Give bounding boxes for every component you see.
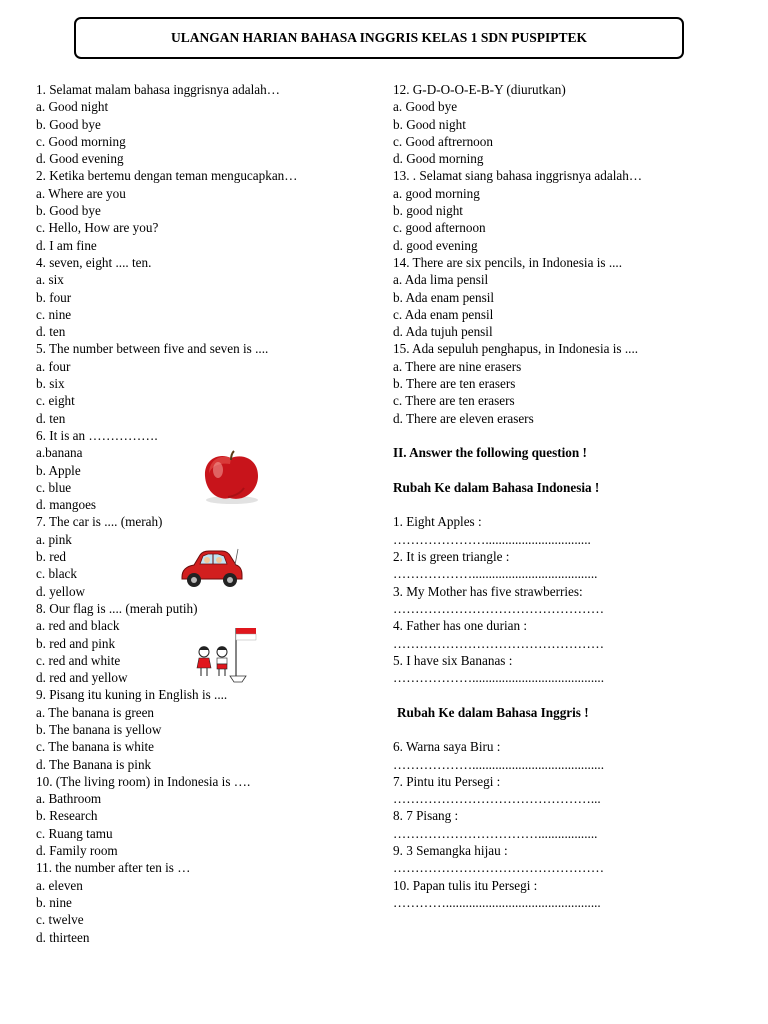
answer-option: d. Family room	[36, 843, 118, 859]
answer-option: d. red and yellow	[36, 670, 128, 686]
worksheet-title-text: ULANGAN HARIAN BAHASA INGGRIS KELAS 1 SDN PUSPIPTEK	[171, 30, 587, 45]
answer-option: d. Ada tujuh pensil	[393, 324, 493, 340]
answer-option: b. Ada enam pensil	[393, 289, 495, 305]
answer-option: d. mangoes	[36, 497, 97, 513]
answer-option: d. There are eleven erasers	[393, 410, 534, 426]
section-2-subheading-indonesia: Rubah Ke dalam Bahasa Indonesia !	[393, 479, 600, 495]
answer-blank-line: …………………………………………	[393, 860, 604, 876]
answer-option: c. Good aftrernoon	[393, 133, 493, 149]
answer-option: a. There are nine erasers	[393, 358, 522, 374]
answer-option: b. The banana is yellow	[36, 721, 162, 737]
answer-blank-line: …………………………………………	[393, 635, 604, 651]
answer-option: d. thirteen	[36, 929, 90, 945]
answer-option: b. red	[36, 549, 67, 565]
question-text: 5. The number between five and seven is ....	[36, 341, 269, 357]
answer-blank-line: ………………........................................	[393, 756, 604, 772]
answer-option: d. The Banana is pink	[36, 756, 152, 772]
answer-option: c. There are ten erasers	[393, 393, 515, 409]
answer-option: a. red and black	[36, 618, 120, 634]
answer-option: b. nine	[36, 894, 72, 910]
answer-option: d. ten	[36, 324, 66, 340]
answer-option: c. twelve	[36, 912, 84, 928]
question-text: 12. G-D-O-O-E-B-Y (diurutkan)	[393, 82, 566, 97]
answer-option: b. four	[36, 289, 72, 305]
translation-prompt: 9. 3 Semangka hijau :	[393, 843, 508, 859]
question-text: 1. Selamat malam bahasa inggrisnya adalah…	[36, 82, 280, 97]
answer-option: d. Good evening	[36, 151, 124, 167]
children-flag-image	[192, 626, 264, 684]
answer-option: a. six	[36, 272, 64, 288]
answer-option: c. eight	[36, 393, 75, 409]
answer-option: a. Good night	[36, 99, 109, 115]
question-text: 6. It is an …………….	[36, 427, 158, 443]
multiple-choice-section-right	[393, 81, 743, 427]
answer-option: d. I am fine	[36, 237, 97, 253]
answer-option: b. Research	[36, 808, 98, 824]
answer-option: a. Bathroom	[36, 791, 102, 807]
answer-option: c. Ada enam pensil	[393, 306, 494, 322]
question-text: 13. . Selamat siang bahasa inggrisnya adalah…	[393, 168, 643, 184]
answer-option: c. nine	[36, 306, 72, 322]
answer-option: b. Good bye	[36, 203, 101, 219]
question-text: 9. Pisang itu kuning in English is ....	[36, 687, 228, 703]
answer-option: a. Where are you	[36, 185, 126, 201]
answer-blank-line: ………………........................................	[393, 670, 604, 686]
section-2-heading: II. Answer the following question !	[393, 445, 587, 461]
answer-option: b. good night	[393, 203, 463, 219]
answer-option: b. Good night	[393, 116, 466, 132]
answer-option: d. good evening	[393, 237, 478, 253]
translation-prompt: 10. Papan tulis itu Persegi :	[393, 877, 538, 893]
answer-option: c. Good morning	[36, 133, 126, 149]
question-text: 8. Our flag is .... (merah putih)	[36, 600, 198, 616]
section-2-subheading-english: Rubah Ke dalam Bahasa Inggris !	[397, 704, 589, 720]
answer-option: a. Ada lima pensil	[393, 272, 489, 288]
apple-image	[200, 448, 262, 506]
translate-to-indonesian-list	[393, 513, 743, 686]
question-text: 11. the number after ten is …	[36, 860, 191, 876]
answer-option: b. There are ten erasers	[393, 376, 516, 392]
answer-blank-line: …………………………………………	[393, 600, 604, 616]
answer-option: a. four	[36, 358, 71, 374]
answer-option: b. red and pink	[36, 635, 116, 651]
answer-blank-line: …………………................................	[393, 531, 591, 547]
translation-prompt: 5. I have six Bananas :	[393, 652, 513, 668]
answer-blank-line: ………………......................................	[393, 566, 598, 582]
answer-option: a. good morning	[393, 185, 480, 201]
translation-prompt: 4. Father has one durian :	[393, 618, 528, 634]
answer-option: a. Good bye	[393, 99, 458, 115]
translation-prompt: 1. Eight Apples :	[393, 514, 482, 530]
answer-option: c. Hello, How are you?	[36, 220, 159, 236]
translation-prompt: 3. My Mother has five strawberries:	[393, 583, 583, 599]
translation-prompt: 7. Pintu itu Persegi :	[393, 773, 501, 789]
translation-prompt: 2. It is green triangle :	[393, 549, 510, 565]
translate-to-english-list	[393, 738, 743, 911]
worksheet-title	[74, 17, 684, 59]
answer-option: a. pink	[36, 531, 72, 547]
answer-option: d. Good morning	[393, 151, 484, 167]
question-column-left	[36, 81, 336, 946]
answer-blank-line: ……………………………..................	[393, 825, 598, 841]
answer-option: d. yellow	[36, 583, 86, 599]
answer-option: c. black	[36, 566, 78, 582]
question-text: 2. Ketika bertemu dengan teman mengucapkan…	[36, 168, 298, 184]
answer-option: c. good afternoon	[393, 220, 486, 236]
answer-option: c. blue	[36, 479, 72, 495]
answer-option: c. red and white	[36, 652, 121, 668]
answer-option: c. The banana is white	[36, 739, 155, 755]
answer-blank-line: ………………………………………...	[393, 791, 601, 807]
red-car-image	[178, 547, 244, 591]
answer-option: a. eleven	[36, 877, 83, 893]
answer-option: b. six	[36, 376, 65, 392]
question-text: 15. Ada sepuluh penghapus, in Indonesia is ....	[393, 341, 639, 357]
answer-option: d. ten	[36, 410, 66, 426]
question-text: 7. The car is .... (merah)	[36, 514, 163, 530]
question-column-right	[393, 81, 743, 911]
question-text: 4. seven, eight .... ten.	[36, 254, 152, 270]
translation-prompt: 8. 7 Pisang :	[393, 808, 459, 824]
answer-option: b. Apple	[36, 462, 81, 478]
answer-option: c. Ruang tamu	[36, 825, 113, 841]
answer-option: a.banana	[36, 445, 83, 461]
question-text: 14. There are six pencils, in Indonesia is ....	[393, 254, 623, 270]
translation-prompt: 6. Warna saya Biru :	[393, 739, 501, 755]
answer-option: b. Good bye	[36, 116, 101, 132]
answer-blank-line: …………...............................................	[393, 894, 601, 910]
answer-option: a. The banana is green	[36, 704, 155, 720]
question-text: 10. (The living room) in Indonesia is ….	[36, 773, 251, 789]
